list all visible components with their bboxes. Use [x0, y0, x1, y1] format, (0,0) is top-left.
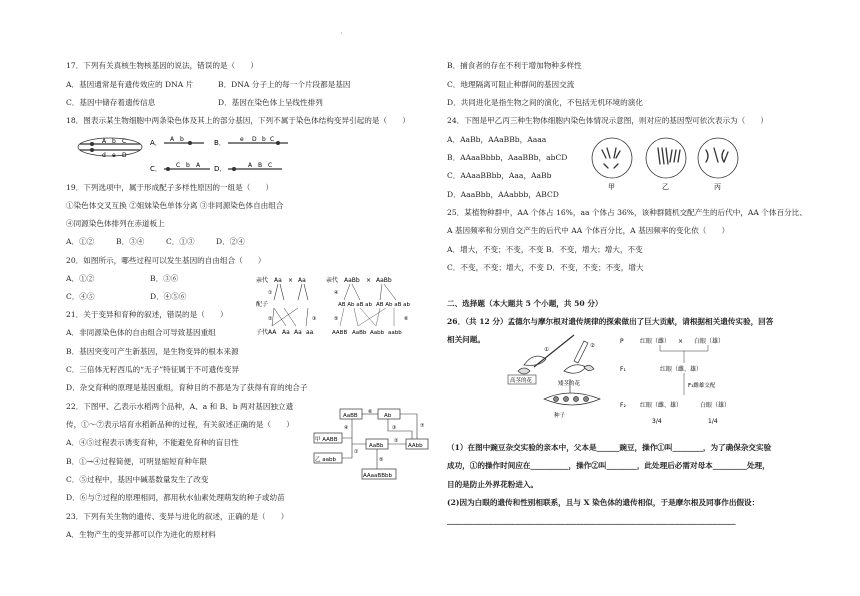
- figure-label: P: [620, 338, 624, 345]
- text-q25oA: A．增大，不变；不变，不变 B．不变，增大；增大，不变: [447, 245, 643, 254]
- node-aabb2: AaBb: [369, 443, 384, 449]
- figure-label: C: [268, 162, 273, 169]
- text-q19o4: D．②④: [216, 237, 245, 246]
- text-q17d: D．基因在染色体上呈线性排列: [218, 98, 323, 107]
- figure-label: ②: [590, 343, 595, 349]
- figure-label: C: [270, 136, 275, 143]
- figure-label: Aabb: [370, 330, 385, 336]
- figure-label: AaBb: [352, 330, 367, 336]
- figure-label: ×: [678, 338, 684, 345]
- text-q17b: B．DNA 分子上的每一个片段都是基因: [218, 80, 351, 89]
- tall-flower-label: 高茎的花: [510, 378, 533, 384]
- figure-q26-experiments: [494, 331, 764, 429]
- figure-label: ②: [394, 438, 399, 444]
- figure-label: 红眼（雌、雄）: [660, 366, 703, 373]
- text-q23a: A．生物产生的变异都可以作为进化的原材料: [66, 530, 216, 539]
- figure-label: C: [176, 162, 181, 169]
- text-q17a: A．基因通常是有遗传效应的 DNA 片: [66, 80, 194, 89]
- figure-label: A: [248, 162, 253, 169]
- short-flower-label: 矮茎的花: [558, 381, 581, 387]
- figure-label: F₁雌雄交配: [688, 383, 716, 389]
- option-b-label: B．: [214, 139, 226, 147]
- figure-label: ⑥: [368, 409, 373, 415]
- figure-label: AB Ab aB ab: [376, 302, 411, 308]
- text-q24c: C．AAaaBBbb，Aaa，AaBb: [447, 171, 552, 180]
- text-q26line: ____________________________________________________________________________: [447, 516, 736, 525]
- figure-label: F₂: [620, 402, 626, 409]
- figure-label: b: [180, 136, 184, 143]
- text-q23b: B．捕食者的存在不利于增加物种多样性: [447, 61, 582, 70]
- figure-label: b: [262, 136, 266, 143]
- figure-label: 白眼（雄）: [700, 402, 731, 409]
- text-q22b: 传，①～⑦表示培育水稻新品种的过程，有关叙述正确的是（ ）: [66, 420, 294, 429]
- text-q20: 20．如图所示，哪些过程可以发生基因的自由组合（ ）: [66, 256, 266, 265]
- figure-label: Aa: [294, 329, 302, 336]
- figure-label: AA: [268, 329, 277, 336]
- text-q24b: B．AAaaBbbb，AaaBBb，abCD: [447, 153, 568, 162]
- text-q21c: C．三倍体无籽西瓜的“无子”特征属于不可遗传变异: [66, 365, 240, 374]
- text-q19s1: ①染色体交叉互换 ②姐妹染色单体分离 ③非同源染色体自由组合: [66, 201, 284, 210]
- text-q24d: D．AaaBbb，AAabbb，ABCD: [447, 190, 559, 199]
- figure-label: ×: [366, 277, 372, 284]
- text-q19o1: A．①②: [66, 237, 95, 246]
- gene-label: e: [112, 152, 116, 159]
- text-q20c: C．④⑤: [66, 292, 95, 301]
- text-q20b: B．③⑥: [150, 274, 179, 283]
- figure-q22-breeding: [312, 407, 442, 485]
- figure-label: D: [252, 136, 257, 143]
- figure-q24-cells: [590, 134, 750, 196]
- text-q24a: A．AaBb，AAaBBb，Aaaa: [447, 135, 547, 144]
- figure-label: A: [196, 162, 201, 169]
- text-q21a: A．非同源染色体的自由组合可导致基因重组: [66, 328, 216, 337]
- cell-bing-label: 丙: [714, 183, 721, 191]
- text-q26q1b: 成功，①的操作时间应在__________，操作②叫________，此处理后必需对母本_________处理，: [447, 461, 770, 470]
- figure-label: AABB: [332, 330, 348, 336]
- figure-label: B: [258, 162, 263, 169]
- text-q20a: A．①②: [66, 274, 95, 283]
- figure-label: AB Ab aB ab: [338, 302, 373, 308]
- node-aabb3: AAbb: [408, 443, 423, 449]
- text-q22: 22．下图甲、乙表示水稻两个品种，A、a 和 B、b 两对基因独立遗: [66, 402, 294, 411]
- figure-label: F₁: [620, 366, 626, 373]
- figure-label: ×: [288, 277, 294, 284]
- text-q17: 17．下列有关真核生物核基因的说法，错误的是（ ）: [66, 61, 258, 70]
- figure-q20-cross: [254, 272, 414, 342]
- figure-label: ④: [334, 290, 339, 296]
- text-q22oC: C．⑤过程中，基因中碱基数量发生了改变: [66, 475, 209, 484]
- option-a-label: A．: [150, 139, 162, 147]
- option-c-label: C．: [150, 165, 162, 173]
- figure-q18-chromosomes: [72, 133, 302, 181]
- figure-label: ①: [354, 449, 359, 455]
- text-q17c: C．基因中储存着遗传信息: [66, 98, 156, 107]
- header-mark: ': [341, 32, 343, 39]
- text-q23d: D．共同进化是指生物之间的演化，不包括无机环境的演化: [447, 98, 643, 107]
- figure-label: 红眼（雌、雄）: [640, 402, 683, 409]
- text-q25b: A 基因频率和分别自交产生的后代中 AA 个体百分比，A 基因频率的变化依（ ）: [447, 226, 730, 235]
- figure-label: 1/4: [708, 418, 718, 425]
- text-q25oC: C．不变，不变；增大，不变 D．不变，不变；不变，增大: [447, 263, 644, 272]
- figure-label: ③: [312, 316, 317, 322]
- text-q26: 26．（共 12 分）孟德尔与摩尔根对遗传规律的探索做出了巨大贡献，请根据相关遗传实验，回答: [447, 317, 774, 326]
- node-aaaabbbb: AAaaBBbb: [363, 473, 392, 479]
- gene-label: D: [122, 152, 127, 159]
- option-d-label: D．: [214, 165, 227, 173]
- text-q26b: 相关问题。: [447, 335, 485, 344]
- text-q19o3: C．①③: [166, 237, 195, 246]
- figure-label: Aa: [274, 277, 282, 284]
- figure-label: 3/4: [652, 418, 662, 425]
- node-yi: 乙 aabb: [315, 457, 336, 463]
- text-q18: 18．图表示某生物细胞中两条染色体及其上的部分基因，下列不属于染色体结构变异引起的是（ ）: [66, 116, 410, 125]
- figure-label: 亲代: [256, 277, 269, 284]
- figure-label: ⑤: [379, 457, 384, 463]
- figure-label: e: [240, 136, 244, 143]
- figure-label: 红眼（雌）: [640, 338, 671, 345]
- text-q21d: D．杂交育种的原理是基因重组，育种目的不都是为了获得有育的纯合子: [66, 383, 308, 392]
- text-q25: 25．某植物种群中，AA 个体占 16%，aa 个体占 36%，该种群随机交配产生的后代中，AA 个体百分比、: [447, 208, 807, 217]
- figure-label: ②: [268, 316, 273, 322]
- text-q22oA: A．④⑤过程表示诱变育种，不能避免育种的盲目性: [66, 438, 239, 447]
- text-q19o2: B．③④: [116, 237, 145, 246]
- cell-jia-label: 甲: [608, 183, 615, 191]
- figure-label: aabb: [388, 330, 402, 336]
- figure-label: ①: [268, 290, 273, 296]
- gene-label: d: [102, 152, 106, 159]
- gene-label: b: [112, 138, 116, 145]
- figure-label: aa: [306, 329, 314, 336]
- text-q20d: D．④⑤⑥: [150, 292, 187, 301]
- text-q24: 24．下图是甲乙丙三种生物体细胞内染色体情况示意图，则对应的基因型可依次表示为（ ）: [447, 116, 769, 125]
- text-q23c: C．地理隔离可阻止种群间的基因交流: [447, 80, 575, 89]
- figure-label: b: [186, 162, 190, 169]
- figure-label: 配子: [256, 301, 269, 308]
- figure-label: A: [170, 136, 175, 143]
- figure-label: ⑦: [420, 423, 425, 429]
- text-sec2: 二、选择题（本大题共 5 个小题，共 50 分）: [447, 299, 603, 308]
- figure-label: ③: [392, 425, 397, 431]
- text-q21b: B．基因突变可产生新基因，是生物变异的根本来源: [66, 347, 239, 356]
- text-q26q1c: 目的是防止外界花粉进入。: [447, 480, 539, 489]
- figure-label: ⑤: [334, 316, 339, 322]
- figure-label: ⑥: [404, 316, 409, 322]
- node-jia: 甲 AABB: [315, 437, 338, 443]
- cell-yi-label: 乙: [662, 183, 669, 191]
- node-ab: Ab: [384, 413, 392, 419]
- node-aabb1: AaBB: [343, 413, 358, 419]
- text-q22oB: B．①→④过程简便，可明显缩短育种年限: [66, 457, 208, 466]
- seed-label: 种子: [554, 413, 566, 419]
- text-q26q1: （1）在图中豌豆杂交实验的亲本中，父本是______豌豆，操作①叫________，为了确保杂交实验: [447, 443, 772, 452]
- text-q22oD: D．⑥与⑦过程的原理相同，都用秋水仙素处理萌发的种子或幼苗: [66, 493, 285, 502]
- figure-label: AaBb: [376, 277, 392, 284]
- figure-label: ④: [344, 425, 349, 431]
- text-q21: 21．关于变异和育种的叙述，错误的是（ ）: [66, 310, 228, 319]
- text-q26q2: (2)因为白眼的遗传和性别相联系，且与 X 染色体的遗传相似，于是摩尔根及同事作出假设：: [447, 498, 760, 507]
- figure-label: 亲代: [326, 277, 339, 284]
- figure-label: Aa: [282, 329, 290, 336]
- figure-label: ①: [544, 347, 549, 353]
- figure-label: AaBb: [344, 277, 360, 284]
- text-q23: 23．下列有关生物的遗传、变异与进化的叙述，正确的是（ ）: [66, 512, 289, 521]
- gene-label: C: [122, 138, 127, 145]
- figure-label: 子代: [256, 329, 269, 336]
- gene-label: A: [102, 138, 107, 145]
- figure-label: 白眼（雄）: [694, 338, 725, 345]
- text-q19s2: ④同源染色体排列在赤道板上: [66, 219, 165, 228]
- text-q19: 19．下列选项中，属于形成配子多样性原因的一组是（ ）: [66, 183, 274, 192]
- figure-label: Aa: [298, 277, 306, 284]
